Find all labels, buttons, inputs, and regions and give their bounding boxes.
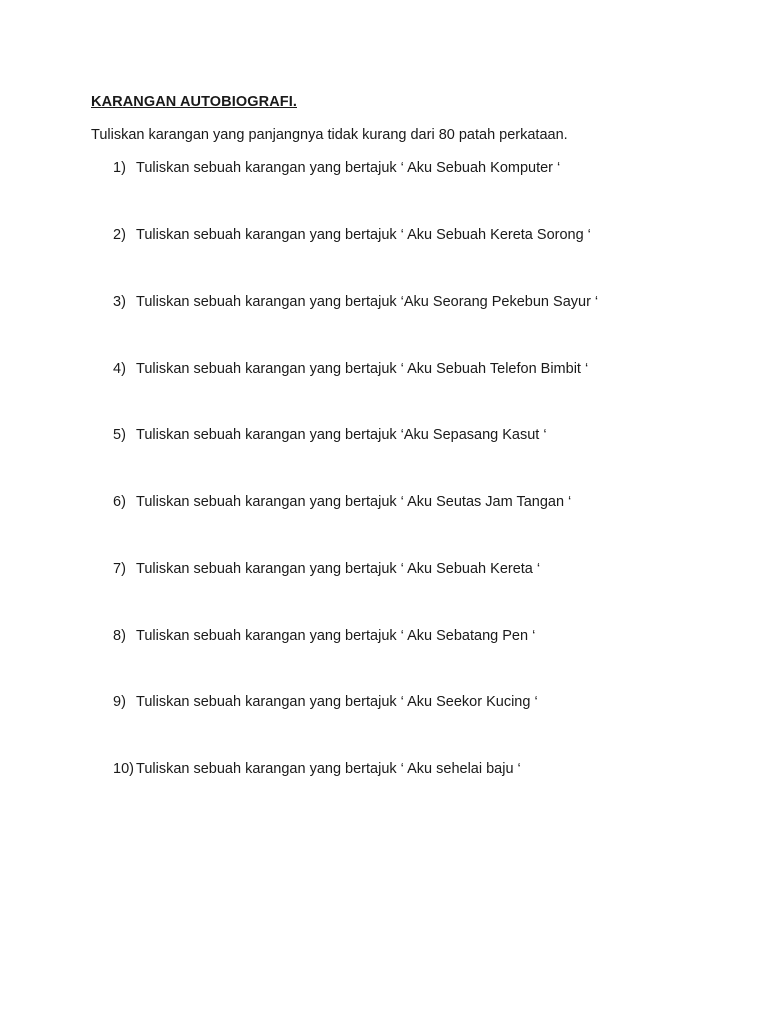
question-item: [0, 160, 768, 180]
question-number: 5): [113, 427, 126, 443]
question-text: Tuliskan sebuah karangan yang bertajuk ‘ Aku Sebuah Kereta Sorong ‘: [136, 227, 591, 243]
question-number: 6): [113, 494, 126, 510]
question-number: 7): [113, 561, 126, 577]
question-text: Tuliskan sebuah karangan yang bertajuk ‘ Aku sehelai baju ‘: [136, 761, 521, 777]
question-text: Tuliskan sebuah karangan yang bertajuk ‘ Aku Sebatang Pen ‘: [136, 628, 536, 644]
question-number: 10): [113, 761, 134, 777]
question-number: 1): [113, 160, 126, 176]
question-item: [0, 427, 768, 447]
question-text: Tuliskan sebuah karangan yang bertajuk ‘ Aku Seekor Kucing ‘: [136, 694, 538, 710]
question-number: 8): [113, 628, 126, 644]
question-item: [0, 494, 768, 514]
question-text: Tuliskan sebuah karangan yang bertajuk ‘Aku Sepasang Kasut ‘: [136, 427, 547, 443]
question-text: Tuliskan sebuah karangan yang bertajuk ‘ Aku Seutas Jam Tangan ‘: [136, 494, 572, 510]
document-intro: Tuliskan karangan yang panjangnya tidak kurang dari 80 patah perkataan.: [91, 127, 568, 143]
question-text: Tuliskan sebuah karangan yang bertajuk ‘ Aku Sebuah Komputer ‘: [136, 160, 561, 176]
question-text: Tuliskan sebuah karangan yang bertajuk ‘ Aku Sebuah Kereta ‘: [136, 561, 541, 577]
question-number: 3): [113, 294, 126, 310]
question-item: [0, 561, 768, 581]
question-item: [0, 628, 768, 648]
document-title: KARANGAN AUTOBIOGRAFI.: [91, 94, 297, 110]
question-item: [0, 761, 768, 781]
question-item: [0, 227, 768, 247]
question-number: 2): [113, 227, 126, 243]
question-item: [0, 294, 768, 314]
question-number: 9): [113, 694, 126, 710]
question-text: Tuliskan sebuah karangan yang bertajuk ‘Aku Seorang Pekebun Sayur ‘: [136, 294, 599, 310]
question-item: [0, 361, 768, 381]
question-number: 4): [113, 361, 126, 377]
question-item: [0, 694, 768, 714]
question-text: Tuliskan sebuah karangan yang bertajuk ‘ Aku Sebuah Telefon Bimbit ‘: [136, 361, 589, 377]
